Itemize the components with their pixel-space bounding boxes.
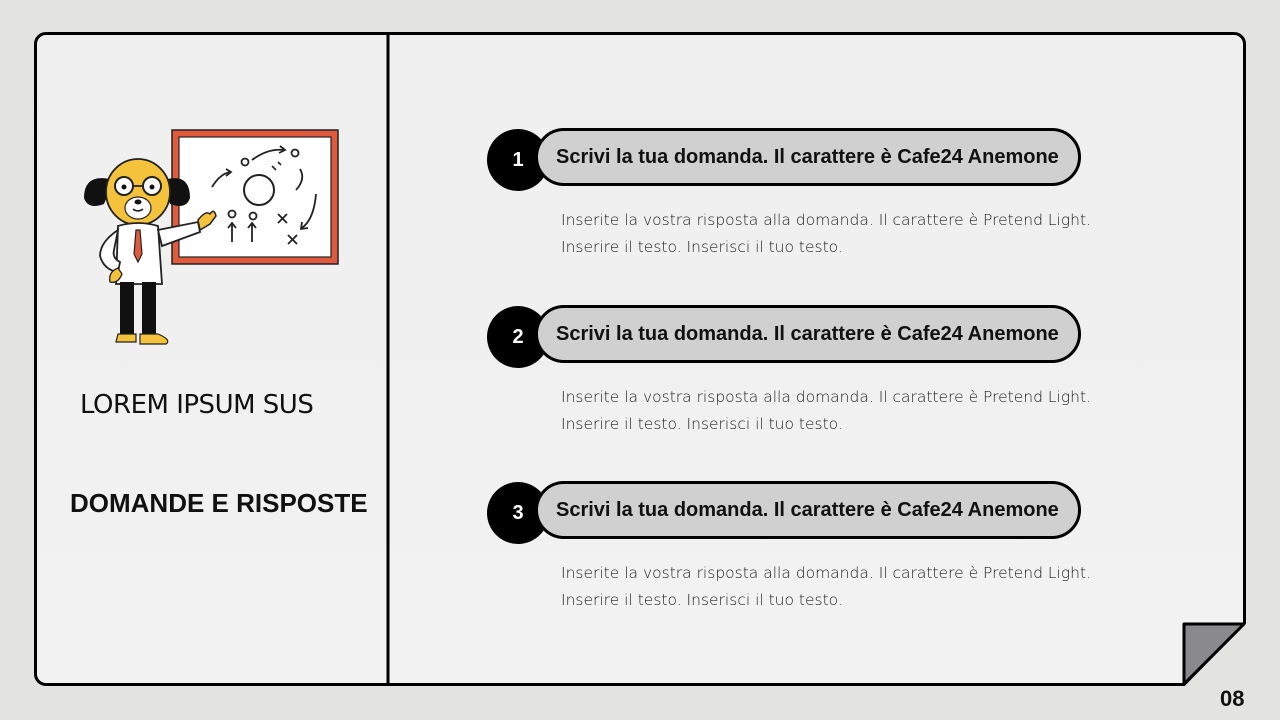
answer-line: Inserite la vostra risposta alla domanda. Il carattere è Pretend Light. xyxy=(561,564,1091,582)
subtitle: LOREM IPSUM SUS xyxy=(80,390,314,420)
answer-line: Inserire il testo. Inserisci il tuo testo. xyxy=(561,415,843,433)
answer-line: Inserire il testo. Inserisci il tuo testo. xyxy=(561,238,843,256)
question-number-badge: 3 xyxy=(487,482,549,544)
question-number-badge: 2 xyxy=(487,306,549,368)
section-heading: DOMANDE E RISPOSTE xyxy=(70,488,368,518)
question-number-badge: 1 xyxy=(487,129,549,191)
answer-text xyxy=(561,207,1091,261)
question-pill: Scrivi la tua domanda. Il carattere è Cafe24 Anemone xyxy=(535,481,1081,539)
page-fold-icon xyxy=(1184,624,1244,684)
answer-line: Inserite la vostra risposta alla domanda. Il carattere è Pretend Light. xyxy=(561,388,1091,406)
answer-line: Inserite la vostra risposta alla domanda. Il carattere è Pretend Light. xyxy=(561,211,1091,229)
question-pill: Scrivi la tua domanda. Il carattere è Cafe24 Anemone xyxy=(535,305,1081,363)
answer-line: Inserire il testo. Inserisci il tuo testo. xyxy=(561,591,843,609)
answer-text xyxy=(561,384,1091,438)
dog-teacher-whiteboard-icon xyxy=(78,124,348,354)
slide-frame xyxy=(34,32,1246,711)
page-number: 08 xyxy=(1220,686,1245,711)
answer-text xyxy=(561,560,1091,614)
left-panel xyxy=(34,32,388,686)
question-pill: Scrivi la tua domanda. Il carattere è Cafe24 Anemone xyxy=(535,128,1081,186)
